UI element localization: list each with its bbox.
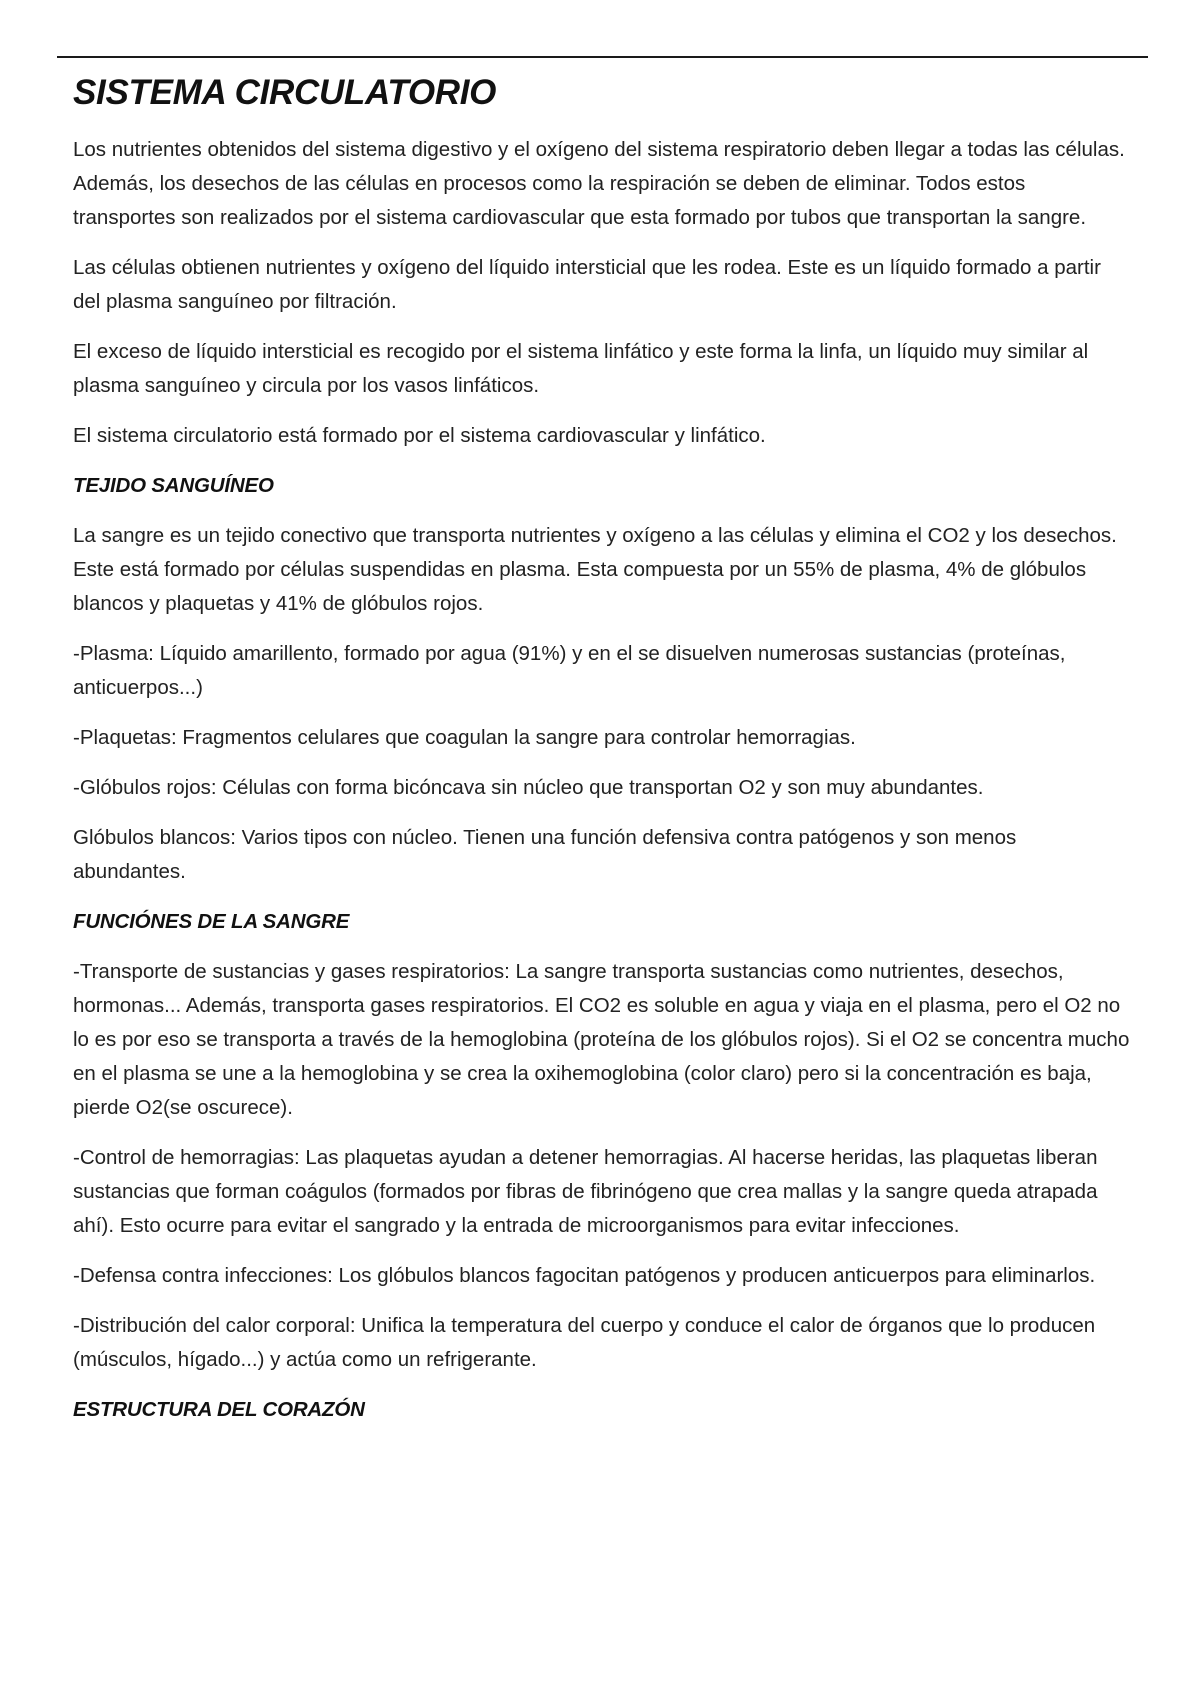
- document-page: [73, 72, 1133, 1443]
- top-divider: [57, 56, 1148, 58]
- blood-tissue-paragraph: -Plasma: Líquido amarillento, formado por agua (91%) y en el se disuelven numerosas sustancias (proteínas, anticuerpos...): [73, 642, 1066, 699]
- blood-function-paragraph: -Distribución del calor corporal: Unifica la temperatura del cuerpo y conduce el calor de órganos que lo producen (músculos, hígado...) y actúa como un refrigerante.: [73, 1314, 1096, 1371]
- intro-paragraph: Las células obtienen nutrientes y oxígeno del líquido intersticial que les rodea. Este es un líquido formado a partir del plasma sanguíneo por filtración.: [73, 256, 1101, 313]
- intro-paragraph: El exceso de líquido intersticial es recogido por el sistema linfático y este forma la linfa, un líquido muy similar al plasma sanguíneo y circula por los vasos linfáticos.: [73, 340, 1089, 397]
- page-title: SISTEMA CIRCULATORIO: [73, 73, 497, 112]
- section-heading-funciones-sangre: FUNCIÓNES DE LA SANGRE: [73, 910, 350, 933]
- blood-function-paragraph: -Transporte de sustancias y gases respiratorios: La sangre transporta sustancias como nutrientes, desechos, hormonas... Además, transporta gases respiratorios. El CO2 es soluble en agua y viaja en el plasma, pero el O2 no lo es por eso se transporta a través de la hemoglobina (proteína de los glóbulos rojos). Si el O2 se concentra mucho en el plasma se une a la hemoglobina y se crea la oxihemoglobina (color claro) pero si la concentración es baja, pierde O2(se oscurece).: [73, 960, 1130, 1119]
- blood-tissue-paragraph: Glóbulos blancos: Varios tipos con núcleo. Tienen una función defensiva contra patógenos y son menos abundantes.: [73, 826, 1017, 883]
- section-heading-tejido-sanguineo: TEJIDO SANGUÍNEO: [73, 474, 274, 497]
- section-heading-estructura-corazon: ESTRUCTURA DEL CORAZÓN: [73, 1398, 365, 1421]
- blood-tissue-paragraph: La sangre es un tejido conectivo que transporta nutrientes y oxígeno a las células y elimina el CO2 y los desechos. Este está formado por células suspendidas en plasma. Esta compuesta por un 55% de plasma, 4% de glóbulos blancos y plaquetas y 41% de glóbulos rojos.: [73, 524, 1117, 615]
- blood-function-paragraph: -Defensa contra infecciones: Los glóbulos blancos fagocitan patógenos y producen anticuerpos para eliminarlos.: [73, 1264, 1096, 1287]
- blood-tissue-paragraph: -Plaquetas: Fragmentos celulares que coagulan la sangre para controlar hemorragias.: [73, 726, 856, 749]
- blood-tissue-paragraph: -Glóbulos rojos: Células con forma bicóncava sin núcleo que transportan O2 y son muy abundantes.: [73, 776, 984, 799]
- intro-paragraph: El sistema circulatorio está formado por el sistema cardiovascular y linfático.: [73, 424, 766, 447]
- blood-function-paragraph: -Control de hemorragias: Las plaquetas ayudan a detener hemorragias. Al hacerse heridas, las plaquetas liberan sustancias que forman coágulos (formados por fibras de fibrinógeno que crea mallas y la sangre queda atrapada ahí). Esto ocurre para evitar el sangrado y la entrada de microorganismos para evitar infecciones.: [73, 1146, 1098, 1237]
- intro-paragraph: Los nutrientes obtenidos del sistema digestivo y el oxígeno del sistema respiratorio deben llegar a todas las células. Además, los desechos de las células en procesos como la respiración se deben de eliminar. Todos estos transportes son realizados por el sistema cardiovascular que esta formado por tubos que transportan la sangre.: [73, 138, 1125, 229]
